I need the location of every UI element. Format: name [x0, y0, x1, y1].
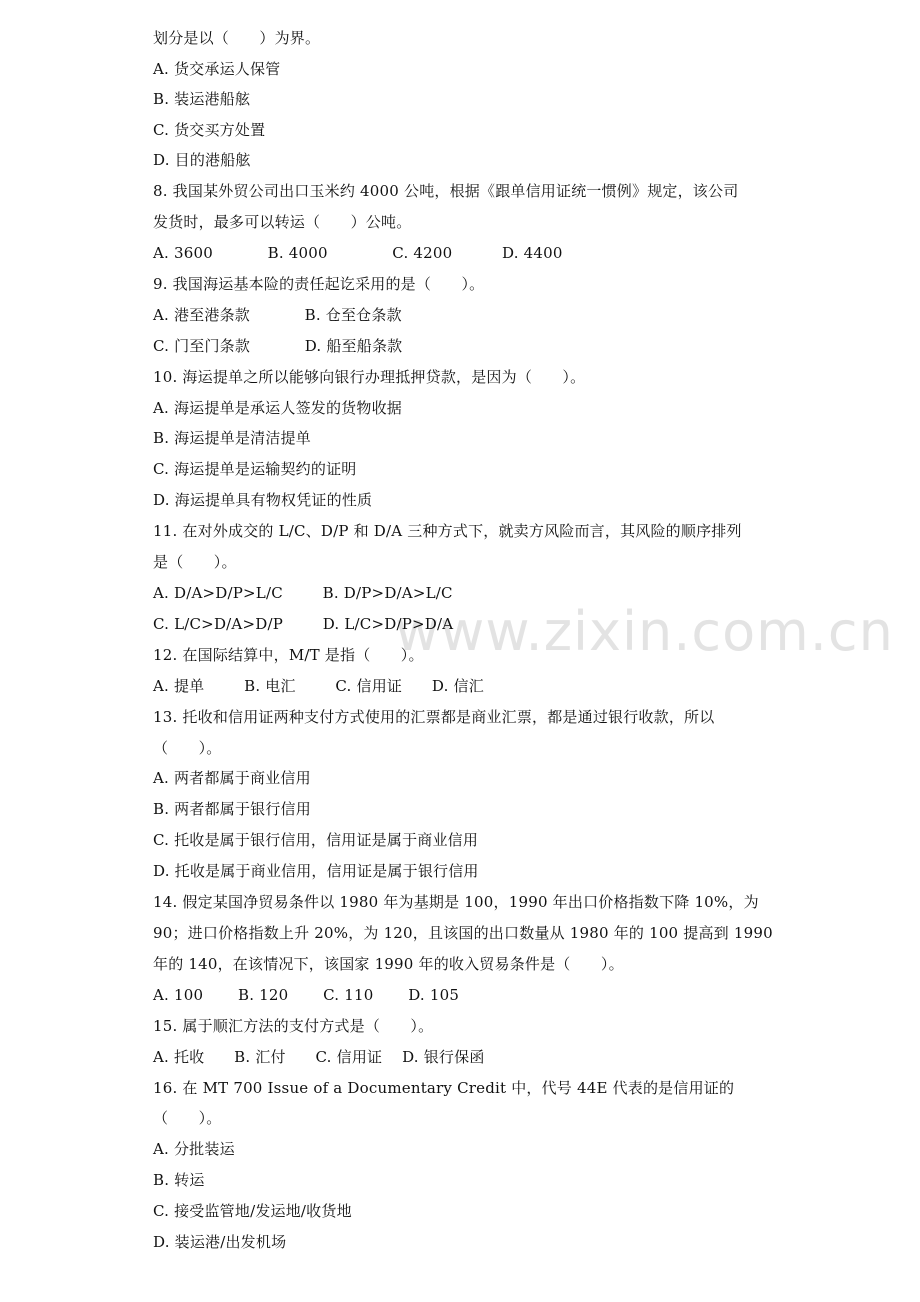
q12-stem: 12. 在国际结算中，M/T 是指（ ）。	[153, 646, 424, 664]
q9-options-cd: C. 门至门条款 D. 船至船条款	[153, 337, 403, 355]
q14-options: A. 100 B. 120 C. 110 D. 105	[153, 986, 460, 1004]
q9-options-ab: A. 港至港条款 B. 仓至仓条款	[153, 306, 402, 324]
q14-stem-line2: 90；进口价格指数上升 20%，为 120，且该国的出口数量从 1980 年的 100 提高到 1990	[153, 924, 773, 942]
q15-options: A. 托收 B. 汇付 C. 信用证 D. 银行保函	[153, 1048, 485, 1066]
q10-stem: 10. 海运提单之所以能够向银行办理抵押贷款，是因为（ ）。	[153, 368, 586, 386]
q16-option-c: C. 接受监管地/发运地/收货地	[153, 1202, 352, 1220]
q16-option-b: B. 转运	[153, 1171, 205, 1189]
q16-option-a: A. 分批装运	[153, 1140, 235, 1158]
q10-option-b: B. 海运提单是清洁提单	[153, 429, 311, 447]
q11-options-cd: C. L/C>D/A>D/P D. L/C>D/P>D/A	[153, 615, 454, 633]
q13-option-c: C. 托收是属于银行信用，信用证是属于商业信用	[153, 831, 479, 849]
q8-options: A. 3600 B. 4000 C. 4200 D. 4400	[153, 244, 563, 262]
q11-stem-continued: 是（ ）。	[153, 553, 237, 571]
watermark: www.zixin.com.cn	[395, 600, 894, 663]
q9-stem: 9. 我国海运基本险的责任起讫采用的是（ ）。	[153, 275, 485, 293]
q10-option-d: D. 海运提单具有物权凭证的性质	[153, 491, 373, 509]
q16-stem: 16. 在 MT 700 Issue of a Documentary Credit 中，代号 44E 代表的是信用证的	[153, 1079, 735, 1097]
q7-option-c: C. 货交买方处置	[153, 121, 266, 139]
q13-stem-continued: （ ）。	[153, 739, 222, 757]
q7-option-b: B. 装运港船舷	[153, 90, 251, 108]
q12-options: A. 提单 B. 电汇 C. 信用证 D. 信汇	[153, 677, 484, 695]
q10-option-a: A. 海运提单是承运人签发的货物收据	[153, 399, 402, 417]
q8-stem: 8. 我国某外贸公司出口玉米约 4000 公吨，根据《跟单信用证统一惯例》规定，该公司	[153, 182, 739, 200]
q14-stem: 14. 假定某国净贸易条件以 1980 年为基期是 100，1990 年出口价格指数下降 10%，为	[153, 893, 759, 911]
q15-stem: 15. 属于顺汇方法的支付方式是（ ）。	[153, 1017, 434, 1035]
q11-options-ab: A. D/A>D/P>L/C B. D/P>D/A>L/C	[153, 584, 453, 602]
q13-option-b: B. 两者都属于银行信用	[153, 800, 311, 818]
q11-stem: 11. 在对外成交的 L/C、D/P 和 D/A 三种方式下，就卖方风险而言，其风险的顺序排列	[153, 522, 742, 540]
q7-option-a: A. 货交承运人保管	[153, 60, 281, 78]
q7-option-d: D. 目的港船舷	[153, 151, 251, 169]
q10-option-c: C. 海运提单是运输契约的证明	[153, 460, 357, 478]
q14-stem-line3: 年的 140，在该情况下，该国家 1990 年的收入贸易条件是（ ）。	[153, 955, 624, 973]
q16-option-d: D. 装运港/出发机场	[153, 1233, 287, 1251]
q13-option-d: D. 托收是属于商业信用，信用证是属于银行信用	[153, 862, 479, 880]
q13-option-a: A. 两者都属于商业信用	[153, 769, 311, 787]
q13-stem: 13. 托收和信用证两种支付方式使用的汇票都是商业汇票，都是通过银行收款，所以	[153, 708, 715, 726]
q16-stem-continued: （ ）。	[153, 1109, 222, 1127]
q8-stem-continued: 发货时，最多可以转运（ ）公吨。	[153, 213, 412, 231]
q7-stem-continued: 划分是以（ ）为界。	[153, 29, 321, 47]
